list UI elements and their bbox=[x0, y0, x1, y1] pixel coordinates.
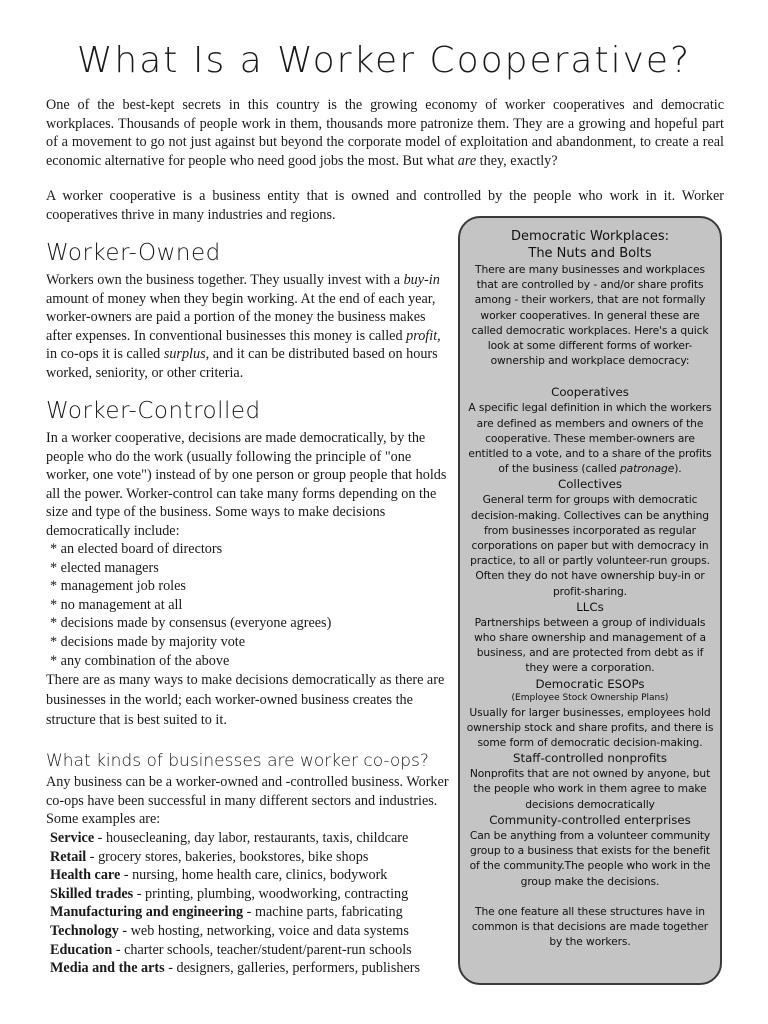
business-kinds-heading: What kinds of businesses are worker co-ops? bbox=[46, 751, 429, 771]
worker-owned-paragraph bbox=[46, 271, 450, 383]
sector-detail: - charter schools, teacher/student/parent-run schools bbox=[112, 941, 412, 958]
intro-text-end: they, exactly? bbox=[476, 152, 558, 169]
cooperatives-text-end: ). bbox=[674, 462, 682, 476]
collectives-text: General term for groups with democratic decision-making. Collectives can be anything from businesses incorporated as regular corporations on paper but with democracy in practice, to all or partly volunteer-run groups. Often they do not have ownership buy-in or profit-sharing. bbox=[470, 493, 710, 598]
cooperatives-text bbox=[466, 400, 714, 476]
sector-name: Technology bbox=[50, 922, 119, 939]
esops-text: Usually for larger businesses, employees hold ownership stock and share profits, and there is some form of democratic decision-making. bbox=[466, 705, 714, 750]
cooperatives-text-start: A specific legal definition in which the workers are defined as members and owners of the cooperative. These member-owners are entitled to a vote, and to a share of the profits of the business (called bbox=[468, 401, 712, 476]
worker-owned-heading: Worker-Owned bbox=[46, 240, 221, 266]
sector-name: Service bbox=[50, 830, 95, 846]
cooperatives-heading: Cooperatives bbox=[551, 385, 629, 400]
sector-name: Health care bbox=[50, 867, 121, 884]
sector-name: Manufacturing and engineering bbox=[50, 904, 244, 921]
sidebar-title: Democratic Workplaces: bbox=[510, 229, 670, 244]
sector-detail: - designers, galleries, performers, publishers bbox=[164, 960, 420, 977]
decision-methods-list bbox=[50, 540, 331, 670]
list-item bbox=[50, 885, 420, 904]
sector-name: Retail bbox=[50, 848, 87, 865]
nonprofits-heading: Staff-controlled nonprofits bbox=[512, 751, 668, 766]
sector-detail: - web hosting, networking, voice and data systems bbox=[118, 922, 409, 939]
collectives-heading: Collectives bbox=[557, 477, 623, 492]
spacer bbox=[466, 368, 714, 384]
surplus-term: surplus bbox=[163, 346, 206, 363]
list-item bbox=[50, 829, 420, 848]
list-item: * decisions made by consensus (everyone agrees) bbox=[50, 614, 331, 633]
list-item: * an elected board of directors bbox=[50, 540, 331, 559]
sector-detail: - grocery stores, bakeries, bookstores, bike shops bbox=[86, 848, 369, 865]
page-title: What Is a Worker Cooperative? bbox=[76, 40, 692, 81]
list-item: * any combination of the above bbox=[50, 652, 331, 671]
spacer bbox=[466, 889, 714, 904]
patronage-term: patronage bbox=[619, 462, 675, 476]
profit-term: profit bbox=[406, 327, 438, 344]
list-item: * decisions made by majority vote bbox=[50, 633, 331, 652]
list-item bbox=[50, 922, 420, 941]
community-text: Can be anything from a volunteer community group to a business that exists for the benefit of the community.The people who work in the group make the decisions. bbox=[469, 828, 711, 888]
intro-paragraph bbox=[46, 96, 724, 170]
llcs-heading: LLCs bbox=[576, 599, 604, 614]
worker-owned-text: Workers own the business together. They usually invest with a bbox=[46, 272, 404, 288]
business-kinds-paragraph: Any business can be a worker-owned and -controlled business. Worker co-ops have been successful in many different sectors and industries. Some examples are: bbox=[46, 774, 449, 828]
nonprofits-text: Nonprofits that are not owned by anyone, but the people who work in them agree to make decisions democratically bbox=[469, 767, 711, 811]
worker-controlled-paragraph: In a worker cooperative, decisions are made democratically, by the people who do the work (usually following the principle of "one worker, one vote") instead of by one person or group people that holds all the power. Worker-control can take many forms depending on the size and type of the business. Some ways to make decisions democratically include: bbox=[46, 430, 447, 539]
definition-paragraph: A worker cooperative is a business entity that is owned and controlled by the people who work in it. Worker cooperatives thrive in many industries and regions. bbox=[46, 188, 724, 223]
sector-detail: - nursing, home health care, clinics, bodywork bbox=[120, 867, 388, 884]
sector-detail: - housecleaning, day labor, restaurants, taxis, childcare bbox=[94, 830, 409, 846]
worker-owned-text: , and it can be distributed based on hours worked, seniority, or other criteria. bbox=[46, 346, 438, 381]
democratic-workplaces-sidebar bbox=[458, 216, 722, 985]
intro-text: One of the best-kept secrets in this country is the growing economy of worker cooperatives and democratic workplaces. Thousands of people work in them, thousands more patronize them. They are a growing and hopeful part of a movement to go not just against but beyond the corporate model of exploitation and abandonment, to create a real economic alternative for people who need good jobs the most. But what bbox=[46, 97, 724, 169]
community-heading: Community-controlled enterprises bbox=[489, 812, 691, 827]
sector-detail: - machine parts, fabricating bbox=[243, 904, 403, 921]
esops-heading: Democratic ESOPs bbox=[535, 676, 645, 691]
list-item bbox=[50, 848, 420, 867]
worker-owned-text: amount of money when they begin working. At the end of each year, worker-owners are paid a portion of the money the business makes after expenses. In conventional businesses this money is called bbox=[46, 290, 436, 344]
llcs-text: Partnerships between a group of individuals who share ownership and management of a business, and are protected from debt as if they were a corporation. bbox=[474, 615, 706, 675]
sector-name: Skilled trades bbox=[50, 885, 134, 902]
worker-owned-text: , in co-ops it is called bbox=[46, 327, 441, 363]
list-item: * no management at all bbox=[50, 596, 331, 615]
sidebar-closing: The one feature all these structures have in common is that decisions are made together by the workers. bbox=[471, 904, 709, 949]
intro-emphasis: are bbox=[457, 152, 477, 169]
list-item bbox=[50, 941, 420, 960]
worker-controlled-conclusion: There are as many ways to make decisions democratically as there are businesses in the world; each worker-owned business creates the structure that is best suited to it. bbox=[46, 672, 445, 728]
sector-detail: - printing, plumbing, woodworking, contracting bbox=[133, 885, 409, 902]
list-item bbox=[50, 866, 420, 885]
sidebar-intro: There are many businesses and workplaces that are controlled by - and/or share profits among - their workers, that are not formally worker cooperatives. In general these are called democratic workplaces. Here's a quick look at some different forms of worker-ownership and workplace democracy: bbox=[471, 263, 709, 368]
buy-in-term: buy-in bbox=[403, 272, 440, 288]
worker-controlled-heading: Worker-Controlled bbox=[46, 398, 261, 424]
esops-subheading: (Employee Stock Ownership Plans) bbox=[511, 692, 669, 703]
list-item bbox=[50, 959, 420, 978]
sidebar-subtitle: The Nuts and Bolts bbox=[528, 246, 652, 261]
sector-name: Media and the arts bbox=[50, 960, 165, 977]
business-examples-list bbox=[50, 829, 420, 978]
list-item bbox=[50, 903, 420, 922]
list-item: * management job roles bbox=[50, 577, 331, 596]
list-item: * elected managers bbox=[50, 559, 331, 578]
sector-name: Education bbox=[50, 941, 113, 958]
